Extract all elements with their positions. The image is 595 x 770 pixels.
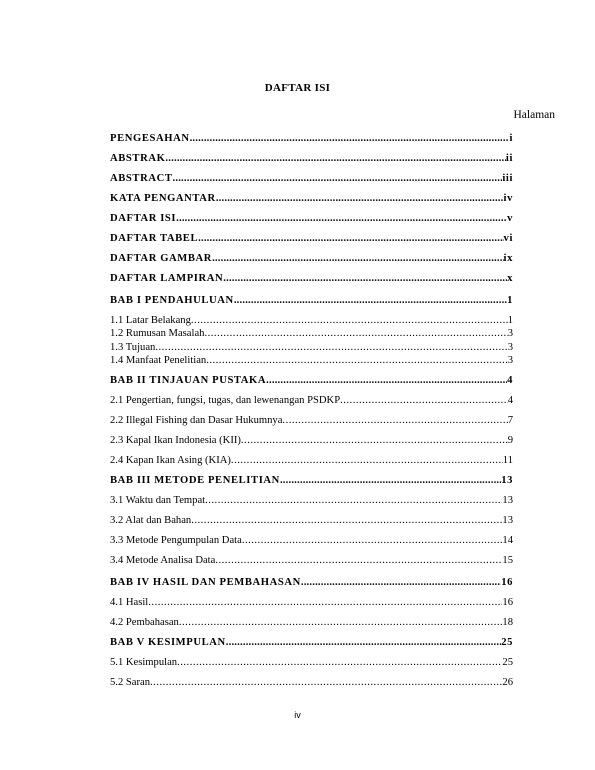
toc-entry-label: DAFTAR LAMPIRAN	[110, 273, 224, 284]
toc-entry-page: iii	[502, 173, 513, 184]
toc-entry-page: 3	[507, 328, 513, 339]
toc-dot-leader	[150, 676, 502, 689]
toc-dot-leader	[179, 616, 503, 629]
toc-dot-leader	[242, 534, 503, 547]
toc-chapter-entry	[110, 374, 513, 387]
toc-entry-label: 3.1 Waktu dan Tempat	[110, 495, 206, 506]
footer-page-number: iv	[294, 710, 301, 720]
toc-entry-label: BAB V KESIMPULAN	[110, 637, 226, 648]
toc-entry-page: 9	[507, 435, 513, 446]
toc-section-entry	[110, 354, 513, 367]
toc-chapter-entry	[110, 576, 513, 589]
toc-dot-leader	[280, 474, 501, 487]
toc-entry-label: 5.1 Kesimpulan	[110, 657, 178, 668]
toc-section-entry	[110, 656, 513, 669]
toc-entry-label: ABSTRACT	[110, 173, 173, 184]
toc-entry-label: BAB III METODE PENELITIAN	[110, 475, 280, 486]
toc-dot-leader	[155, 341, 507, 354]
toc-section-entry	[110, 534, 513, 547]
toc-entry-page: 16	[502, 597, 513, 608]
toc-dot-leader	[190, 132, 510, 145]
toc-section-entry	[110, 314, 513, 327]
toc-dot-leader	[191, 314, 508, 327]
toc-entry-label: 3.2 Alat dan Bahan	[110, 515, 192, 526]
toc-entry-page: vi	[503, 233, 513, 244]
page-column-label: Halaman	[513, 109, 555, 121]
toc-chapter-entry	[110, 172, 513, 185]
toc-entry-page: 15	[502, 555, 513, 566]
toc-entry-page: 16	[501, 577, 513, 588]
toc-section-entry	[110, 676, 513, 689]
toc-dot-leader	[165, 152, 505, 165]
toc-entry-label: 2.1 Pengertian, fungsi, tugas, dan lewenangan PSDKP	[110, 395, 341, 406]
toc-entry-label: 1.3 Tujuan	[110, 342, 156, 353]
toc-entry-page: 25	[502, 657, 513, 668]
toc-chapter-entry	[110, 212, 513, 225]
toc-entry-page: 4	[507, 375, 513, 386]
toc-entry-page: 4	[507, 395, 513, 406]
toc-section-entry	[110, 414, 513, 427]
toc-dot-leader	[241, 434, 508, 447]
toc-section-entry	[110, 454, 513, 467]
toc-entry-label: DAFTAR GAMBAR	[110, 253, 213, 264]
toc-chapter-entry	[110, 474, 513, 487]
toc-entry-page: 1	[507, 295, 513, 306]
toc-entry-page: 18	[502, 617, 513, 628]
toc-entry-page: 13	[502, 515, 513, 526]
toc-entry-page: 14	[502, 535, 513, 546]
toc-entry-label: 1.1 Latar Belakang	[110, 315, 191, 326]
toc-entry-label: 3.3 Metode Pengumpulan Data	[110, 535, 242, 546]
toc-dot-leader	[301, 576, 501, 589]
toc-entry-page: ii	[505, 153, 513, 164]
toc-entry-label: 2.3 Kapal Ikan Indonesia (KII)	[110, 435, 241, 446]
toc-entry-page: i	[509, 133, 513, 144]
toc-dot-leader	[198, 232, 503, 245]
toc-dot-leader	[176, 212, 507, 225]
toc-entry-label: BAB I PENDAHULUAN	[110, 295, 234, 306]
toc-section-entry	[110, 494, 513, 507]
toc-section-entry	[110, 394, 513, 407]
toc-entry-page: 11	[502, 455, 513, 466]
toc-section-entry	[110, 596, 513, 609]
toc-entry-page: v	[507, 213, 513, 224]
toc-entry-label: BAB IV HASIL DAN PEMBAHASAN	[110, 577, 301, 588]
toc-dot-leader	[204, 327, 507, 340]
toc-dot-leader	[216, 192, 504, 205]
toc-chapter-entry	[110, 152, 513, 165]
toc-chapter-entry	[110, 192, 513, 205]
toc-dot-leader	[266, 374, 507, 387]
toc-entry-label: DAFTAR ISI	[110, 213, 177, 224]
toc-entry-page: 3	[507, 355, 513, 366]
toc-section-entry	[110, 327, 513, 340]
toc-dot-leader	[177, 656, 502, 669]
toc-dot-leader	[282, 414, 507, 427]
toc-entry-label: ABSTRAK	[110, 153, 166, 164]
toc-dot-leader	[223, 272, 507, 285]
toc-dot-leader	[212, 252, 503, 265]
toc-entry-page: x	[507, 273, 513, 284]
toc-dot-leader	[173, 172, 503, 185]
toc-section-entry	[110, 341, 513, 354]
toc-entry-label: 1.2 Rumusan Masalah	[110, 328, 205, 339]
toc-entry-label: 1.4 Manfaat Penelitian	[110, 355, 207, 366]
page-title: DAFTAR ISI	[264, 82, 331, 94]
toc-dot-leader	[148, 596, 502, 609]
toc-section-entry	[110, 554, 513, 567]
toc-chapter-entry	[110, 294, 513, 307]
toc-chapter-entry	[110, 232, 513, 245]
toc-entry-page: 7	[507, 415, 513, 426]
toc-entry-label: 2.2 Illegal Fishing dan Dasar Hukumnya	[110, 415, 283, 426]
toc-entry-label: 4.1 Hasil	[110, 597, 149, 608]
toc-entry-label: DAFTAR TABEL	[110, 233, 199, 244]
toc-entry-page: iv	[503, 193, 513, 204]
toc-entry-page: ix	[503, 253, 513, 264]
toc-entry-label: 2.4 Kapan Ikan Asing (KIA)	[110, 455, 231, 466]
toc-dot-leader	[340, 394, 508, 407]
toc-chapter-entry	[110, 272, 513, 285]
toc-entry-page: 25	[501, 637, 513, 648]
toc-entry-page: 13	[501, 475, 513, 486]
toc-entry-page: 1	[507, 315, 513, 326]
toc-dot-leader	[205, 494, 502, 507]
toc-chapter-entry	[110, 636, 513, 649]
toc-entry-label: 3.4 Metode Analisa Data	[110, 555, 216, 566]
toc-entry-label: 5.2 Saran	[110, 677, 151, 688]
toc-entry-page: 3	[507, 342, 513, 353]
toc-dot-leader	[234, 294, 507, 307]
toc-dot-leader	[231, 454, 503, 467]
toc-entry-label: 4.2 Pembahasan	[110, 617, 179, 628]
toc-section-entry	[110, 434, 513, 447]
toc-dot-leader	[206, 354, 508, 367]
toc-entry-label: KATA PENGANTAR	[110, 193, 216, 204]
toc-chapter-entry	[110, 252, 513, 265]
toc-section-entry	[110, 514, 513, 527]
toc-dot-leader	[191, 514, 502, 527]
toc-entry-label: BAB II TINJAUAN PUSTAKA	[110, 375, 267, 386]
toc-entry-page: 13	[502, 495, 513, 506]
toc-chapter-entry	[110, 132, 513, 145]
toc-dot-leader	[215, 554, 502, 567]
toc-entry-label: PENGESAHAN	[110, 133, 190, 144]
toc-entry-page: 26	[502, 677, 513, 688]
toc-dot-leader	[226, 636, 501, 649]
toc-section-entry	[110, 616, 513, 629]
